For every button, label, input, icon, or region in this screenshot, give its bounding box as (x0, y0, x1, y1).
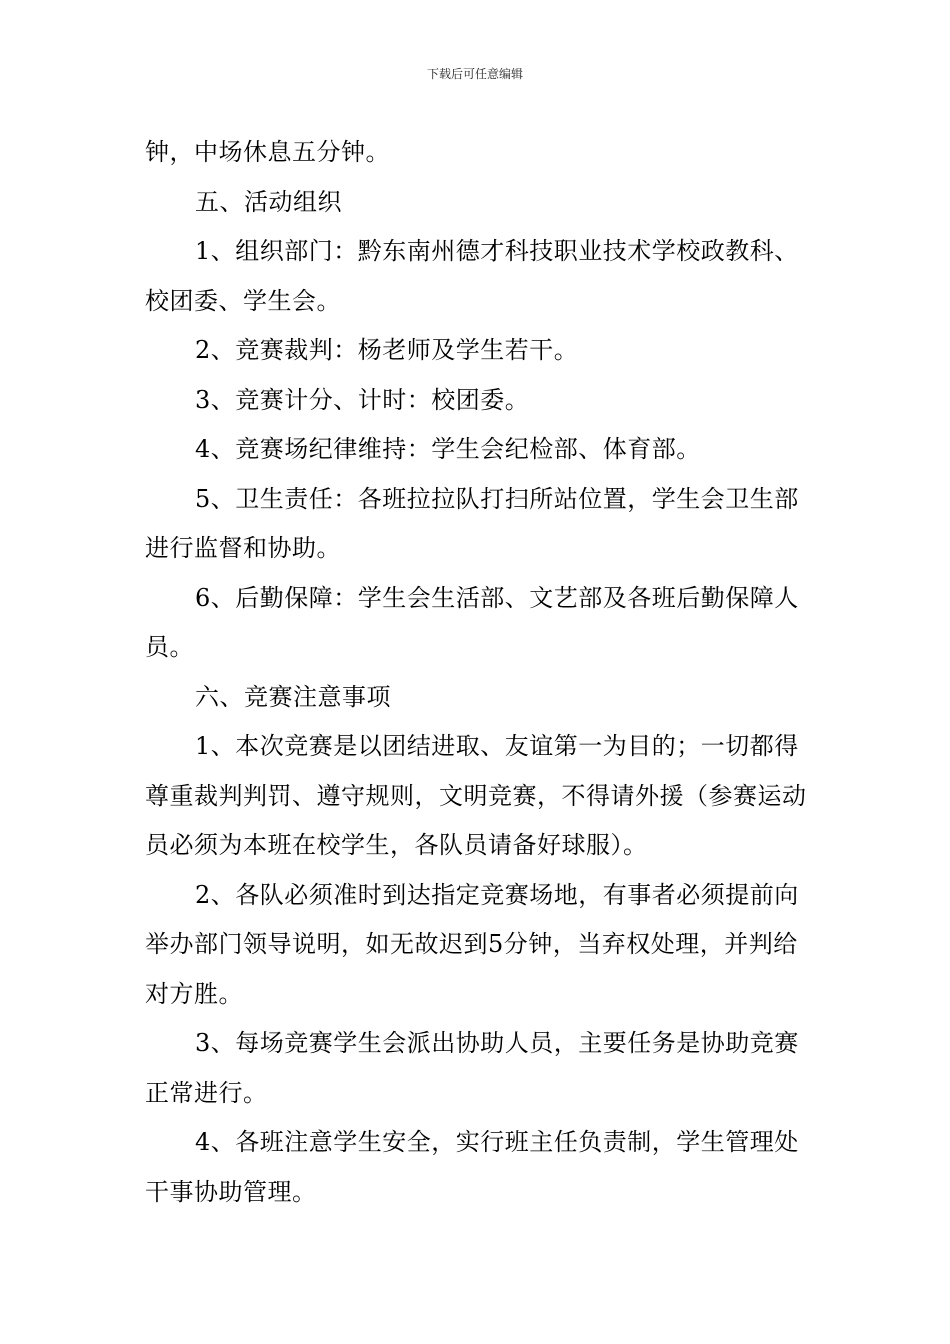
paragraph-logistics: 6、后勤保障：学生会生活部、文艺部及各班后勤保障人员。 (145, 583, 799, 661)
paragraph-scoring-timing: 3、竞赛计分、计时：校团委。 (195, 385, 530, 414)
paragraph-note-1: 1、本次竞赛是以团结进取、友谊第一为目的；一切都得尊重裁判判罚、遵守规则，文明竞赛，不得请外援（参赛运动员必须为本班在校学生，各队员请备好球服）。 (145, 732, 807, 859)
paragraph-note-3: 3、每场竞赛学生会派出协助人员，主要任务是协助竞赛正常进行。 (145, 1029, 799, 1107)
document-body (145, 128, 810, 1217)
page-header-note: 下载后可任意编辑 (426, 67, 523, 81)
section-heading-activity-organization: 五、活动组织 (195, 187, 342, 216)
section-heading-notes: 六、竞赛注意事项 (195, 682, 391, 711)
paragraph-continuation: 钟，中场休息五分钟。 (145, 138, 390, 166)
paragraph-note-4: 4、各班注意学生安全，实行班主任负责制，学生管理处干事协助管理。 (145, 1128, 799, 1206)
paragraph-note-2: 2、各队必须准时到达指定竞赛场地，有事者必须提前向举办部门领导说明，如无故迟到5分钟，当弃权处理，并判给对方胜。 (145, 880, 799, 1008)
paragraph-organizing-department: 1、组织部门：黔东南州德才科技职业技术学校政教科、校团委、学生会。 (145, 237, 799, 315)
paragraph-referees: 2、竞赛裁判：杨老师及学生若干。 (195, 336, 579, 364)
paragraph-hygiene: 5、卫生责任：各班拉拉队打扫所站位置，学生会卫生部进行监督和协助。 (145, 484, 799, 562)
paragraph-discipline: 4、竞赛场纪律维持：学生会纪检部、体育部。 (195, 435, 701, 463)
